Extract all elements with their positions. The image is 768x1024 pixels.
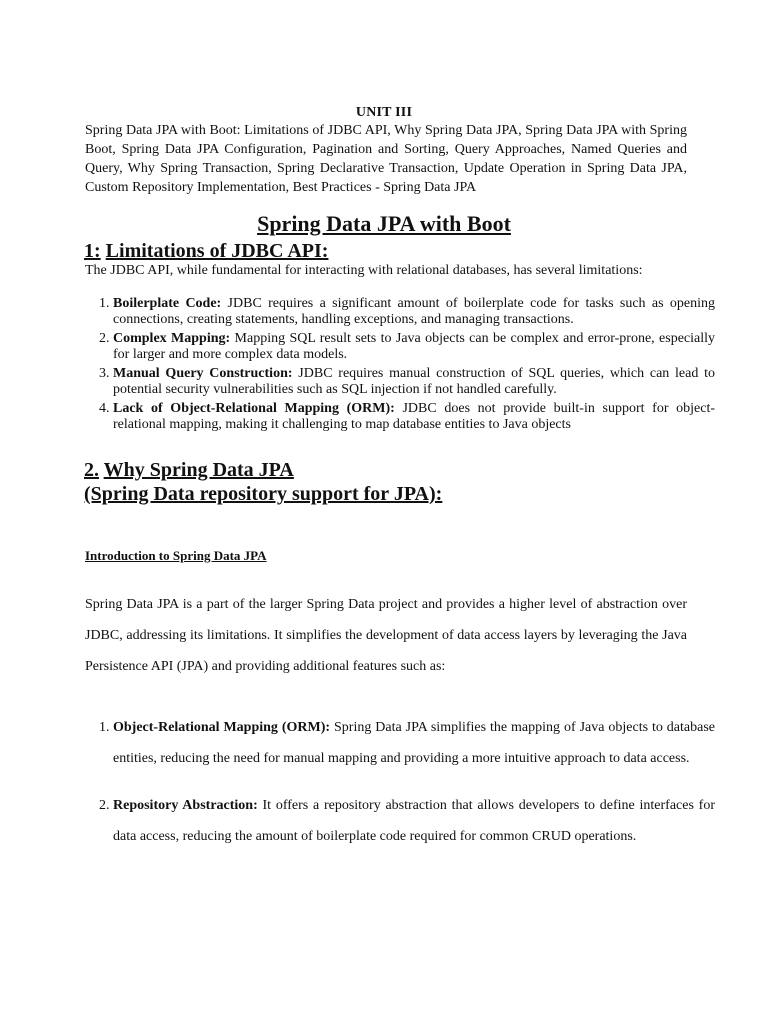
list-item-text: JDBC does not provide built-in support for object-relational mapping, making it challenging to map database entities to Java objects	[113, 401, 715, 432]
section1-heading	[84, 239, 328, 263]
list-item-text: JDBC requires manual construction of SQL queries, which can lead to potential security vulnerabilities such as SQL injection if not handled carefully.	[113, 366, 716, 397]
list-item-term: Boilerplate Code:	[113, 296, 222, 311]
list-item-text: Spring Data JPA simplifies the mapping of Java objects to database entities, reducing the need for manual mapping and providing a more intuitive approach to data access.	[113, 720, 715, 766]
section1-number: 1:	[84, 240, 101, 262]
section2-heading	[84, 458, 442, 506]
list-item-term: Complex Mapping:	[113, 331, 231, 346]
section1-intro: The JDBC API, while fundamental for interacting with relational databases, has several limitations:	[85, 263, 643, 278]
section2-title-line1: Why Spring Data JPA	[103, 459, 294, 481]
list-item	[113, 366, 715, 398]
list-item-term: Manual Query Construction:	[113, 366, 293, 381]
section2-number: 2.	[84, 459, 99, 481]
list-item-term: Lack of Object-Relational Mapping (ORM):	[113, 401, 395, 416]
intro-paragraph: Spring Data JPA is a part of the larger Spring Data project and provides a higher level of abstraction over JDBC, addressing its limitations. It simplifies the development of data access layers by leveraging the Java Persistence API (JPA) and providing additional features such as:	[85, 597, 687, 674]
syllabus-paragraph: Spring Data JPA with Boot: Limitations of JDBC API, Why Spring Data JPA, Spring Data JPA with Spring Boot, Spring Data JPA Configuration, Pagination and Sorting, Query Approaches, Named Queries and Query, Why Spring Transaction, Spring Declarative Transaction, Update Operation in Spring Data JPA, Custom Repository Implementation, Best Practices - Spring Data JPA	[85, 123, 687, 195]
list-item-text: JDBC requires a significant amount of boilerplate code for tasks such as opening connections, creating statements, handling exceptions, and managing transactions.	[113, 296, 715, 327]
list-item-term: Repository Abstraction:	[113, 798, 258, 813]
list-item-text: Mapping SQL result sets to Java objects can be complex and error-prone, especially for larger and more complex data models.	[113, 331, 716, 362]
list-item-term: Object-Relational Mapping (ORM):	[113, 720, 331, 735]
section1-title: Limitations of JDBC API:	[105, 240, 329, 262]
main-title: Spring Data JPA with Boot	[257, 211, 511, 236]
list-item	[113, 331, 715, 363]
list-item	[113, 712, 715, 774]
features-list	[85, 712, 715, 868]
list-item	[113, 296, 715, 328]
list-item	[113, 790, 715, 852]
limitations-list	[85, 296, 715, 436]
list-item-text: It offers a repository abstraction that allows developers to define interfaces for data access, reducing the amount of boilerplate code required for common CRUD operations.	[113, 798, 715, 844]
sub-heading: Introduction to Spring Data JPA	[85, 548, 267, 563]
unit-title: UNIT III	[355, 105, 413, 120]
list-item	[113, 401, 715, 433]
section2-title-line2: (Spring Data repository support for JPA):	[84, 483, 443, 505]
